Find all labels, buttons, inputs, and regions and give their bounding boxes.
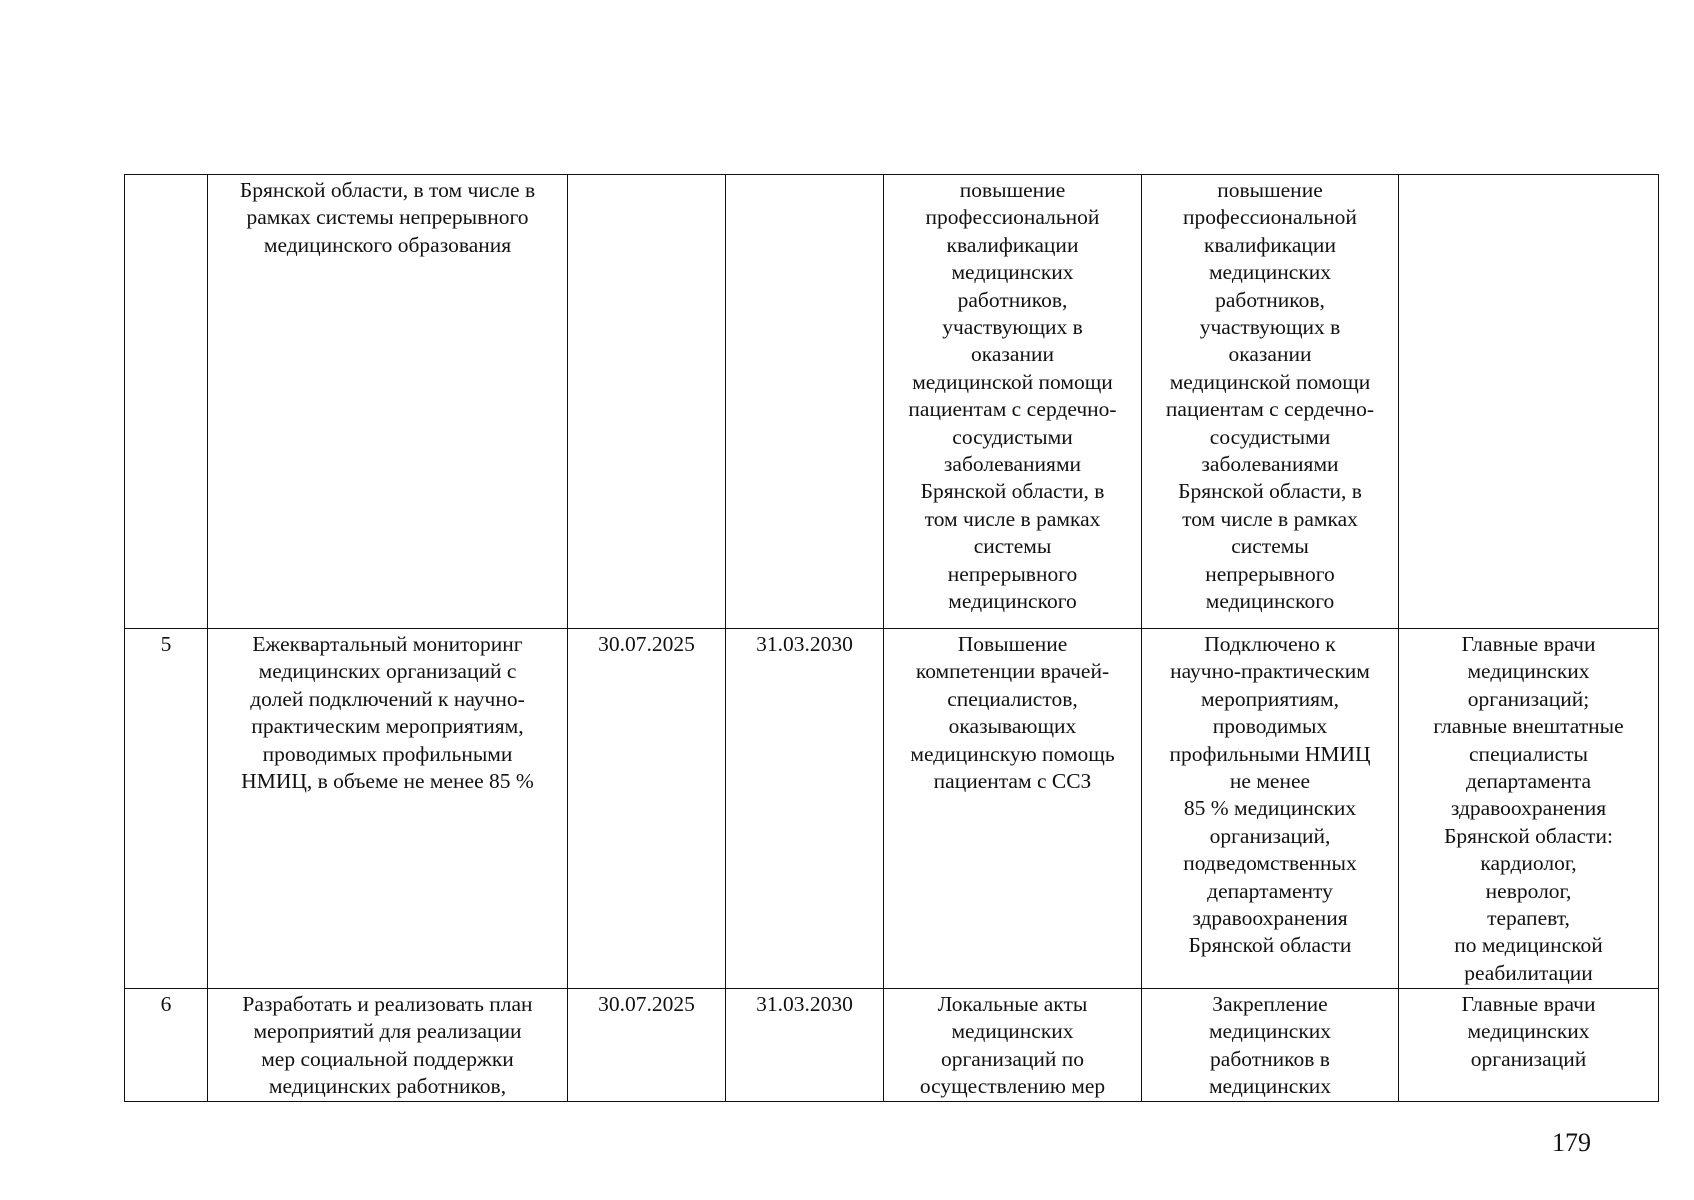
- measures-table: [124, 174, 1659, 1102]
- cell-end-date: [726, 629, 884, 989]
- cell-end-date-text: 31.03.2030: [756, 632, 853, 656]
- cell-result: [884, 175, 1142, 629]
- cell-result-text: Локальные акты медицинских организаций по осуществлению мер: [919, 992, 1106, 1099]
- cell-start-date: [568, 175, 726, 629]
- table-row: [125, 629, 1659, 989]
- cell-number: [125, 989, 208, 1102]
- cell-responsible: [1399, 989, 1659, 1102]
- cell-responsible-text: Главные врачи медицинских организаций: [1461, 992, 1596, 1071]
- cell-responsible-text: Главные врачи медицинских организаций; главные внештатные специалисты департамента здравоохранения Брянской области: кардиолог, невролог, терапевт, по медицинской реабилитации: [1433, 632, 1624, 985]
- cell-indicator-text: Закрепление медицинских работников в медицинских: [1208, 992, 1332, 1099]
- cell-action-text: Брянской области, в том числе в рамках системы непрерывного медицинского образования: [239, 178, 536, 257]
- cell-number: [125, 175, 208, 629]
- cell-action: [208, 175, 568, 629]
- table-row: [125, 989, 1659, 1102]
- cell-start-date-text: 30.07.2025: [598, 632, 695, 656]
- cell-start-date: [568, 989, 726, 1102]
- cell-number-text: 5: [160, 632, 172, 656]
- cell-start-date-text: 30.07.2025: [598, 992, 695, 1016]
- cell-indicator-text: повышение профессиональной квалификации медицинских работников, участвующих в оказании медицинской помощи пациентам с сердечно- сосудистыми заболеваниями Брянской области, в том числе в рамках системы непрерывного медицинского: [1165, 178, 1375, 614]
- cell-number-text: 6: [160, 992, 172, 1016]
- cell-action: [208, 989, 568, 1102]
- cell-end-date: [726, 175, 884, 629]
- cell-indicator: [1142, 629, 1399, 989]
- cell-end-date: [726, 989, 884, 1102]
- cell-result-text: Повышение компетенции врачей- специалистов, оказывающих медицинскую помощь пациентам с ССЗ: [910, 632, 1115, 794]
- cell-action: [208, 629, 568, 989]
- cell-responsible: [1399, 629, 1659, 989]
- cell-indicator: [1142, 989, 1399, 1102]
- page-number: 179: [1552, 1128, 1591, 1157]
- cell-start-date: [568, 629, 726, 989]
- cell-action-text: Ежеквартальный мониторинг медицинских организаций с долей подключений к научно- практическим мероприятиям, проводимых профильными НМИЦ, в объеме не менее 85 %: [241, 632, 534, 794]
- table-row: [125, 175, 1659, 629]
- cell-result-text: повышение профессиональной квалификации медицинских работников, участвующих в оказании медицинской помощи пациентам с сердечно- сосудистыми заболеваниями Брянской области, в том числе в рамках системы непрерывного медицинского: [908, 178, 1117, 614]
- cell-indicator: [1142, 175, 1399, 629]
- cell-responsible: [1399, 175, 1659, 629]
- cell-result: [884, 989, 1142, 1102]
- cell-result: [884, 629, 1142, 989]
- cell-indicator-text: Подключено к научно-практическим мероприятиям, проводимых профильными НМИЦ не менее 85 % медицинских организаций, подведомственных департаменту здравоохранения Брянской области: [1169, 632, 1371, 958]
- cell-number: [125, 629, 208, 989]
- cell-action-text: Разработать и реализовать план мероприятий для реализации мер социальной поддержки медицинских работников,: [242, 992, 533, 1099]
- cell-end-date-text: 31.03.2030: [756, 992, 853, 1016]
